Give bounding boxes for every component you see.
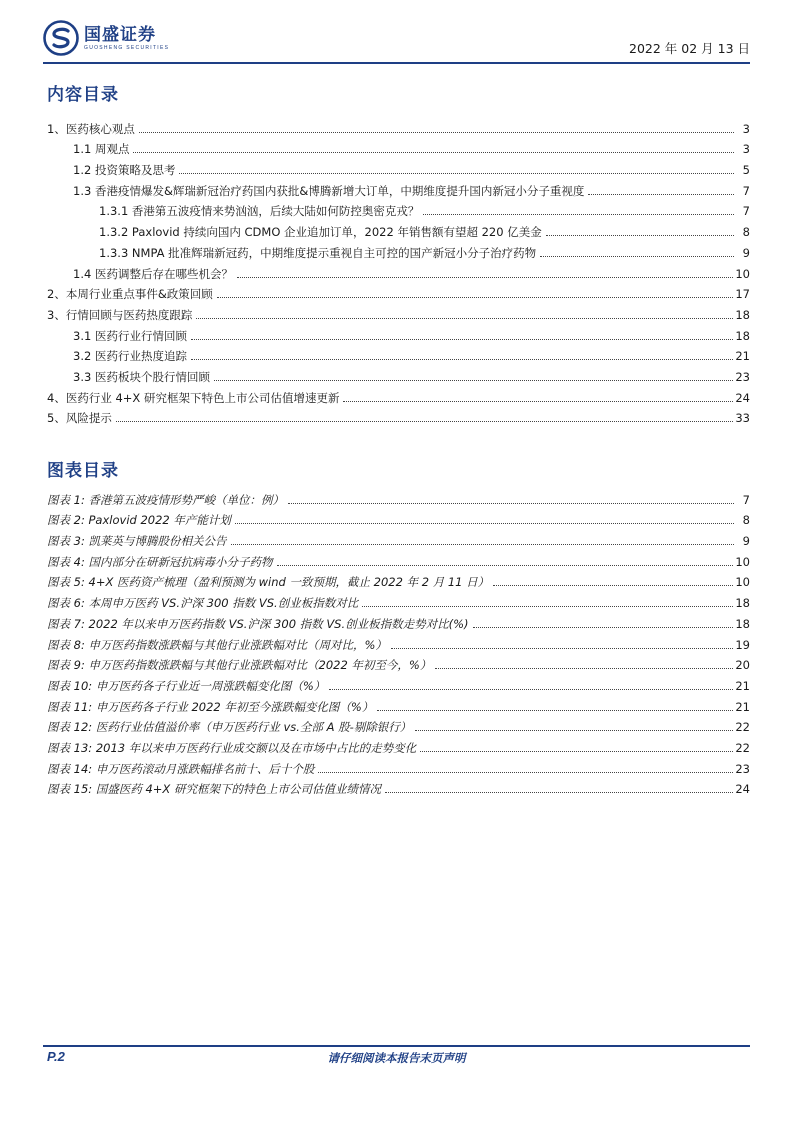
figure-entry-page: 23 [735,761,750,776]
footer-divider [43,1045,750,1047]
toc-entry-title: 3.2 医药行业热度追踪 [73,349,187,364]
dot-leader [546,235,734,236]
table-of-contents [47,115,750,425]
figure-entry-title: 图表 1: 香港第五波疫情形势严峻（单位：例） [47,492,284,507]
toc-entry[interactable] [47,322,750,343]
toc-entry[interactable] [47,156,750,177]
toc-entry[interactable] [47,198,750,219]
figure-entry-title: 图表 10: 申万医药各子行业近一周涨跌幅变化图（%） [47,678,326,693]
toc-entry[interactable] [47,136,750,157]
toc-entry-page: 5 [742,163,750,178]
dot-leader [385,792,733,793]
figure-entry[interactable] [47,527,750,548]
figure-entry[interactable] [47,569,750,590]
toc-entry-title: 1.3.3 NMPA 批准辉瑞新冠药，中期维度提示重视自主可控的国产新冠小分子治疗药物 [99,245,537,260]
toc-entry-title: 1.2 投资策略及思考 [73,163,176,178]
figure-entry-title: 图表 13: 2013 年以来申万医药行业成交额以及在市场中占比的走势变化 [47,740,417,755]
toc-entry-title: 1.4 医药调整后存在哪些机会？ [73,266,233,281]
dot-leader [214,380,733,381]
figure-entry-title: 图表 12: 医药行业估值溢价率（申万医药行业 vs.全部 A 股-剔除银行） [47,720,412,735]
dot-leader [133,152,734,153]
figure-entry[interactable] [47,631,750,652]
toc-entry-page: 3 [742,121,750,136]
toc-entry-title: 3.1 医药行业行情回顾 [73,328,187,343]
toc-entry-page: 24 [735,390,750,405]
figure-entry[interactable] [47,693,750,714]
figure-entry-title: 图表 15: 国盛医药 4+X 研究框架下的特色上市公司估值业绩情况 [47,782,381,797]
dot-leader [179,173,734,174]
figure-entry-page: 20 [735,658,750,673]
dot-leader [116,421,734,422]
figure-entry[interactable] [47,672,750,693]
figure-entry-title: 图表 4: 国内部分在研新冠抗病毒小分子药物 [47,554,273,569]
figure-entry-title: 图表 8: 申万医药指数涨跌幅与其他行业涨跌幅对比（周对比，%） [47,637,387,652]
toc-entry-page: 3 [742,142,750,157]
figure-entry[interactable] [47,776,750,797]
figure-entry[interactable] [47,548,750,569]
toc-entry-page: 23 [735,369,750,384]
toc-title: 内容目录 [47,85,119,105]
dot-leader [231,544,734,545]
figure-entry-title: 图表 14: 申万医药滚动月涨跌幅排名前十、后十个股 [47,761,315,776]
figure-entry[interactable] [47,507,750,528]
logo-english-name: GUOSHENG SECURITIES [84,44,170,51]
toc-entry[interactable] [47,115,750,136]
list-of-figures [47,486,750,796]
figure-entry-page: 9 [742,534,750,549]
toc-entry-title: 2、本周行业重点事件&政策回顾 [47,287,213,302]
figure-entry-page: 19 [735,637,750,652]
toc-entry-page: 8 [742,225,750,240]
figure-entry-page: 21 [735,699,750,714]
dot-leader [139,132,734,133]
toc-entry-page: 33 [735,411,750,426]
toc-entry[interactable] [47,363,750,384]
toc-entry-page: 18 [735,307,750,322]
figure-entry[interactable] [47,652,750,673]
figure-entry-page: 10 [735,575,750,590]
figure-entry[interactable] [47,714,750,735]
page-header [43,20,750,62]
toc-entry-title: 3.3 医药板块个股行情回顾 [73,369,210,384]
figure-entry-title: 图表 9: 申万医药指数涨跌幅与其他行业涨跌幅对比（2022 年初至今，%） [47,658,432,673]
dot-leader [420,751,733,752]
dot-leader [540,256,734,257]
toc-entry-page: 7 [742,204,750,219]
header-divider [43,62,750,64]
dot-leader [588,194,734,195]
dot-leader [217,297,734,298]
figure-entry-page: 18 [735,596,750,611]
logo-chinese-name: 国盛证券 [84,24,156,45]
toc-entry[interactable] [47,384,750,405]
toc-entry-page: 18 [735,328,750,343]
toc-entry-title: 3、行情回顾与医药热度跟踪 [47,307,193,322]
figure-entry-page: 21 [735,678,750,693]
figure-entry-title: 图表 11: 申万医药各子行业 2022 年初至今涨跌幅变化图（%） [47,699,374,714]
dot-leader [362,606,733,607]
toc-entry[interactable] [47,218,750,239]
guosheng-logo-icon [43,20,79,56]
dot-leader [415,730,733,731]
dot-leader [423,214,734,215]
dot-leader [237,277,733,278]
dot-leader [391,648,733,649]
dot-leader [288,503,734,504]
dot-leader [329,689,733,690]
toc-entry[interactable] [47,239,750,260]
toc-entry-page: 21 [735,349,750,364]
toc-entry-page: 7 [742,183,750,198]
report-date: 2022 年 02 月 13 日 [629,41,750,56]
figure-entry-page: 24 [735,782,750,797]
toc-entry-title: 1.3 香港疫情爆发&辉瑞新冠治疗药国内获批&博腾新增大订单，中期维度提升国内新冠小分子重视度 [73,183,585,198]
figure-entry-title: 图表 2: Paxlovid 2022 年产能计划 [47,513,231,528]
toc-entry[interactable] [47,301,750,322]
figure-entry-title: 图表 3: 凯莱英与博腾股份相关公告 [47,534,227,549]
dot-leader [277,565,734,566]
toc-entry-page: 10 [735,266,750,281]
figure-entry-title: 图表 5: 4+X 医药资产梳理（盈利预测为 wind 一致预期，截止 2022 年 2 月 11 日） [47,575,490,590]
toc-entry[interactable] [47,260,750,281]
dot-leader [493,585,733,586]
figure-entry-title: 图表 6: 本周申万医药 VS.沪深 300 指数 VS.创业板指数对比 [47,596,359,611]
figure-entry-page: 22 [735,720,750,735]
dot-leader [196,318,733,319]
figure-entry-page: 18 [735,616,750,631]
toc-entry-title: 1.3.1 香港第五波疫情来势汹汹，后续大陆如何防控奥密克戎？ [99,204,420,219]
figures-title: 图表目录 [47,461,119,481]
toc-entry[interactable] [47,177,750,198]
figure-entry[interactable] [47,610,750,631]
toc-entry[interactable] [47,281,750,302]
toc-entry[interactable] [47,343,750,364]
figure-entry[interactable] [47,734,750,755]
dot-leader [343,401,733,402]
dot-leader [191,339,733,340]
toc-entry-page: 17 [735,287,750,302]
dot-leader [473,627,734,628]
page-number: P.2 [47,1049,65,1064]
figure-entry-page: 10 [735,554,750,569]
toc-entry-title: 1.1 周观点 [73,142,130,157]
toc-entry-title: 5、风险提示 [47,411,112,426]
toc-entry-page: 9 [742,245,750,260]
toc-entry-title: 1、医药核心观点 [47,121,135,136]
footer-disclaimer: 请仔细阅读本报告末页声明 [327,1051,466,1065]
dot-leader [318,772,733,773]
dot-leader [435,668,733,669]
company-logo [43,20,169,56]
toc-entry-title: 4、医药行业 4+X 研究框架下特色上市公司估值增速更新 [47,390,340,405]
figure-entry-page: 7 [742,492,750,507]
dot-leader [235,523,734,524]
figure-entry[interactable] [47,486,750,507]
dot-leader [191,359,733,360]
figure-entry-page: 8 [742,513,750,528]
dot-leader [377,710,733,711]
figure-entry-page: 22 [735,740,750,755]
toc-entry[interactable] [47,405,750,426]
figure-entry[interactable] [47,755,750,776]
toc-entry-title: 1.3.2 Paxlovid 持续向国内 CDMO 企业追加订单，2022 年销售额有望超 220 亿美金 [99,225,542,240]
figure-entry-title: 图表 7: 2022 年以来申万医药指数 VS.沪深 300 指数 VS.创业板指数走势对比(%) [47,616,469,631]
figure-entry[interactable] [47,589,750,610]
